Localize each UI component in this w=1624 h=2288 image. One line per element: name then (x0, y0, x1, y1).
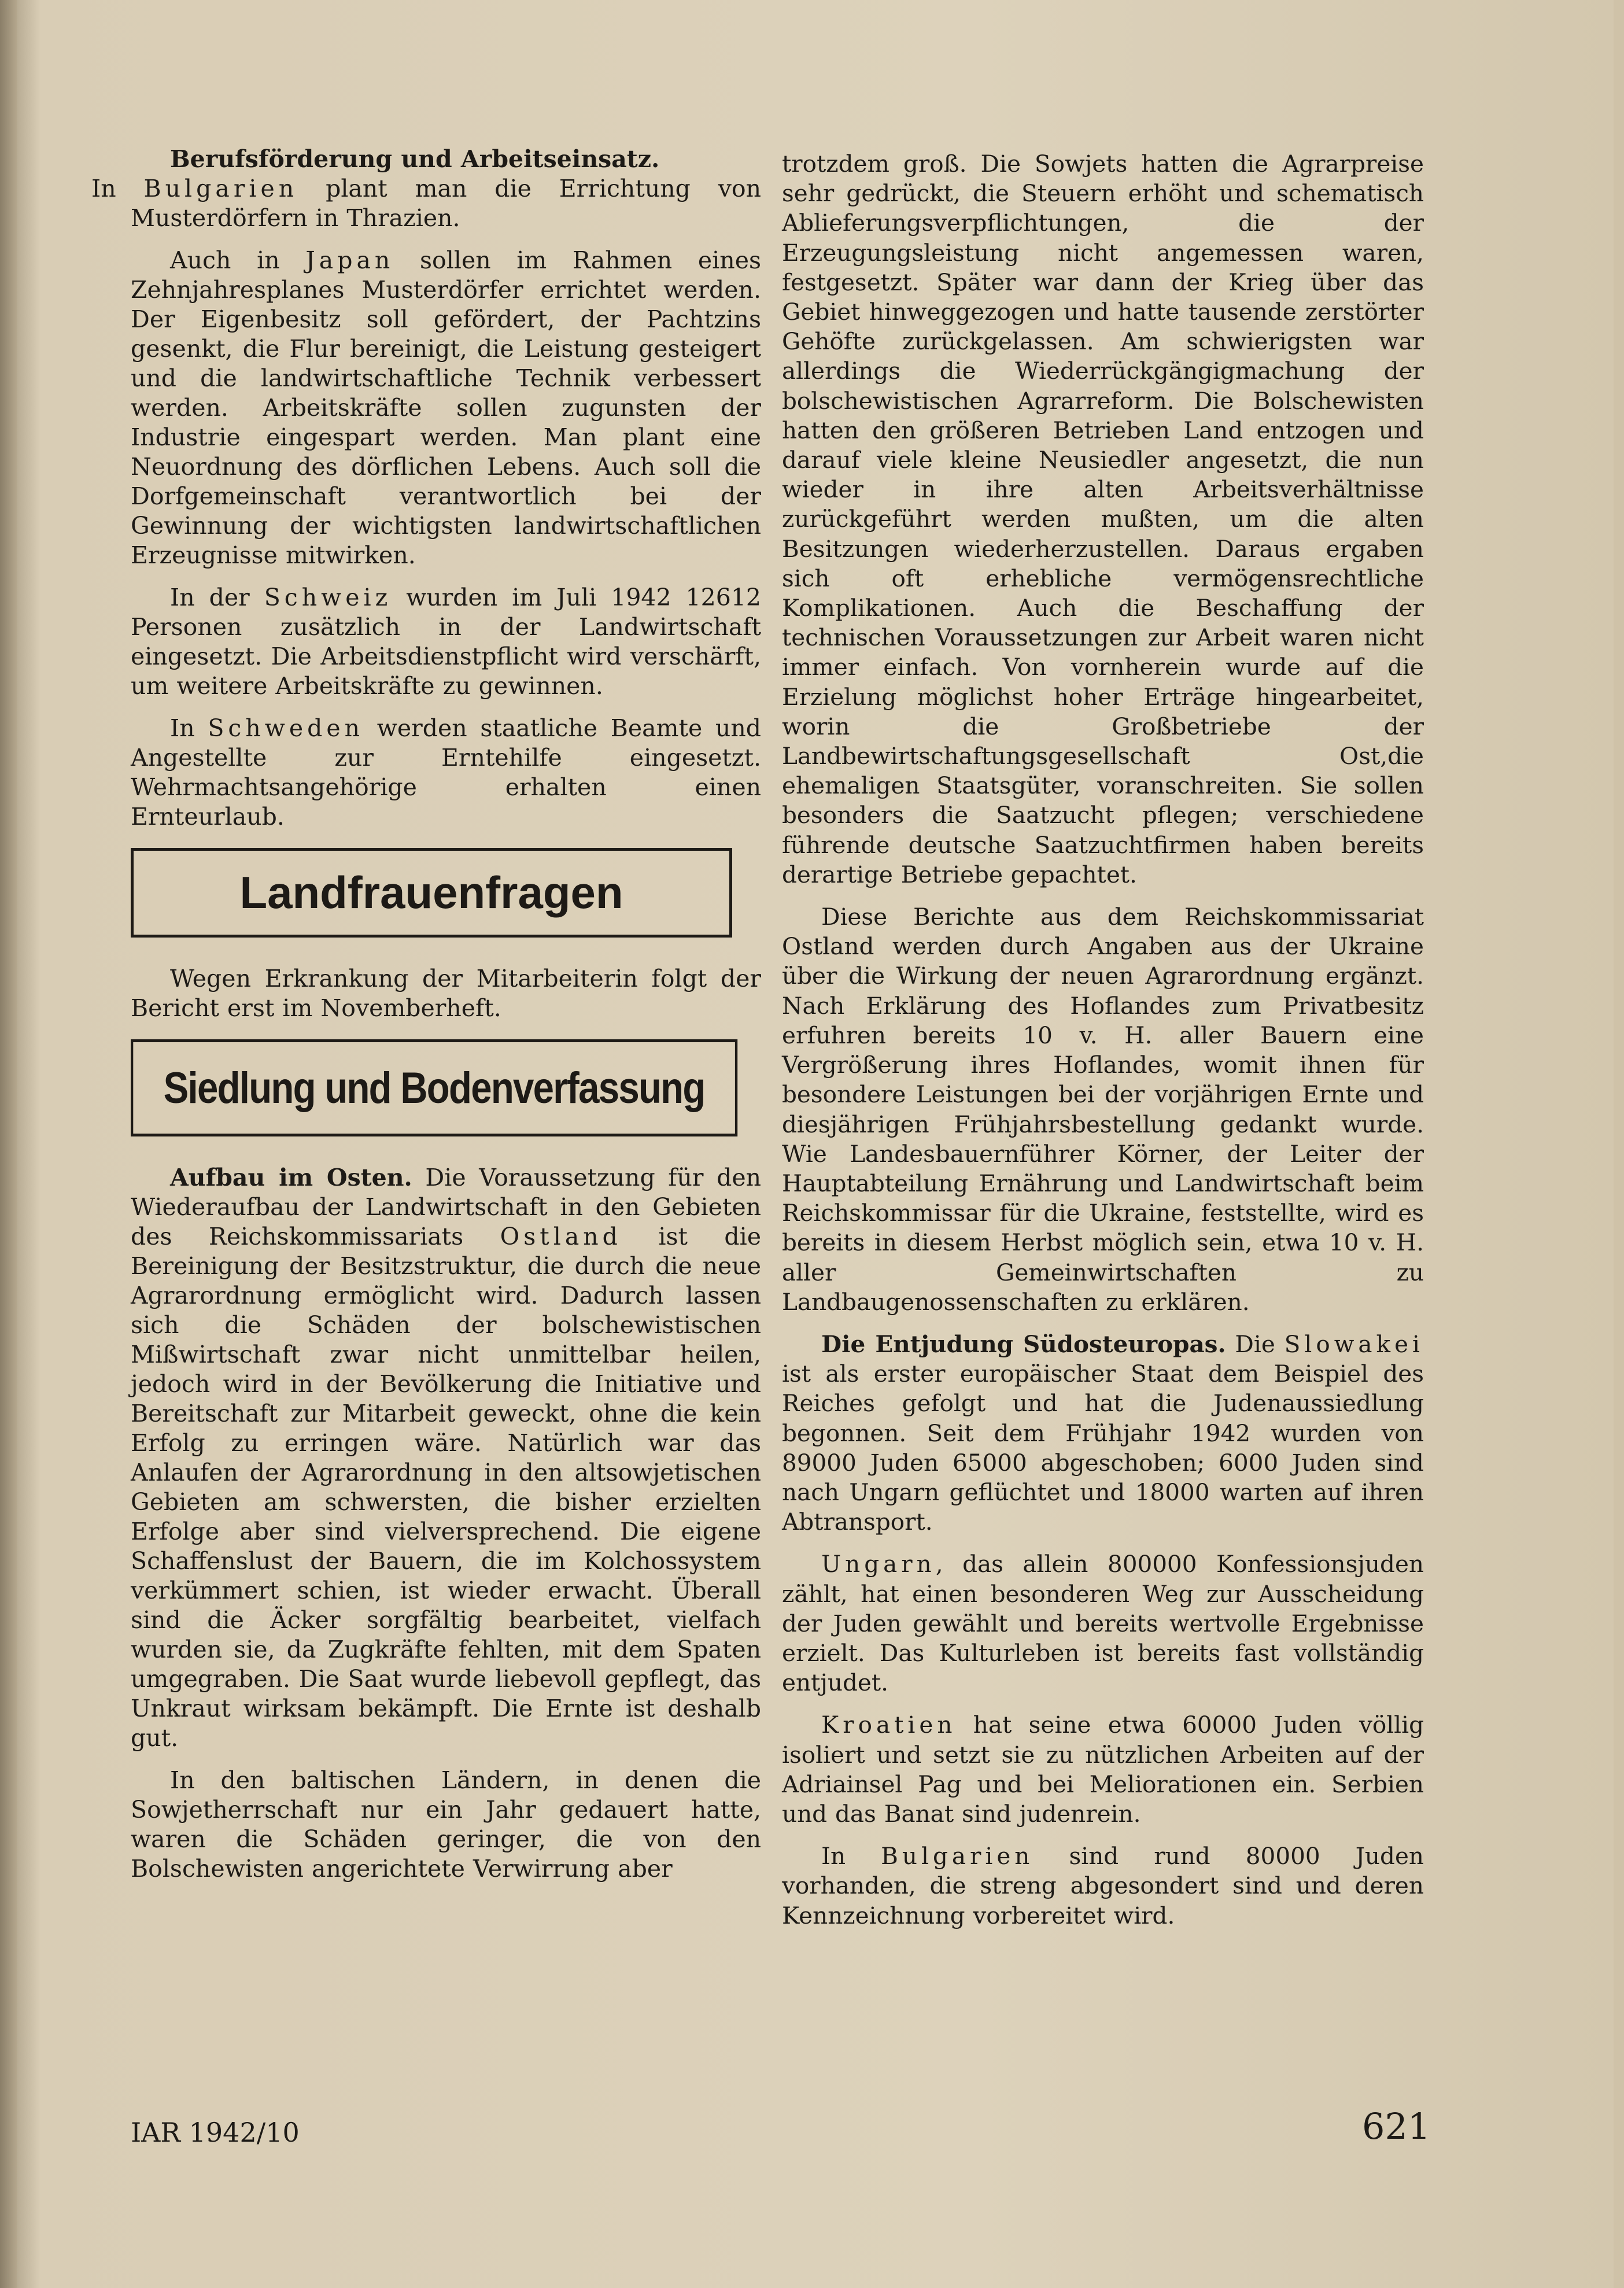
text: Die Voraussetzung für den Wiederaufbau der Landwirtschaft in den Gebieten des Reichskommissariats (131, 1164, 761, 1250)
text: In (91, 175, 144, 202)
issue-label: IAR 1942/10 (131, 2117, 300, 2148)
paragraph-continued: trotzdem groß. Die Sowjets hatten die Agrarpreise sehr gedrückt, die Steuern erhöht und schematisch Ablieferungsverpflichtungen, die der Erzeugungsleistung nicht angemessen waren, festgesetzt. Später war dann der Krieg über das Gebiet hinweggezogen und hatte tausende zerstörter Gehöfte zurückgelassen. Am schwierigsten war allerdings die Wiederrückgängigmachung der bolschewistischen Agrarreform. Die Bolschewisten hatten den größeren Betrieben Land entzogen und darauf viele kleine Neusiedler angesetzt, die nun wieder in ihre alten Arbeitsverhältnisse zurückgeführt werden mußten, um die alten Besitzungen wiederherzustellen. Daraus ergaben sich oft erhebliche vermögensrechtliche Komplikationen. Auch die Beschaffung der technischen Voraussetzungen zur Arbeit waren nicht immer einfach. Von vornherein wurde auf die Erzielung möglichst hoher Erträge hingearbeitet, worin die Großbetriebe der Landbewirtschaftungsgesellschaft Ost,die ehemaligen Staatsgüter, voranschreiten. Sie sollen besonders die Saatzucht pflegen; verschiedene führende deutsche Saatzuchtfirmen haben bereits derartige Betriebe gepachtet. (782, 150, 1424, 888)
text: sind rund 80000 Juden vorhanden, die streng abgesondert sind und deren Kennzeichnung vorbereitet wird. (782, 1842, 1424, 1929)
text: Die (1226, 1330, 1285, 1358)
paragraph-schweiz (131, 583, 761, 701)
country-name: Schweiz (264, 584, 392, 611)
text: hat seine etwa 60000 Juden völlig isoliert und setzt sie zu nützlichen Arbeiten auf der Adriainsel Pag und bei Meliorationen ein. Serbien und das Banat sind judenrein. (782, 1711, 1424, 1828)
text: wurden im Juli 1942 12612 Personen zusätzlich in der Landwirtschaft eingesetzt. Die Arbeitsdienstpflicht wird verschärft, um weitere Arbeitskräfte zu gewinnen. (131, 584, 761, 700)
section-box-landfrauenfragen: Landfrauenfragen (131, 848, 732, 938)
book-spine-shadow (0, 0, 17, 2288)
paragraph-bulgarien (782, 1842, 1424, 1931)
text: plant man die Errichtung von Musterdörfern in Thrazien. (131, 175, 762, 232)
paragraph-berufsfoerderung (91, 145, 762, 233)
text: sollen im Rahmen eines Zehnjahresplanes Musterdörfer errichtet werden. Der Eigenbesitz soll gefördert, der Pachtzins gesenkt, die Flur bereinigt, die Leistung gesteigert und die landwirtschaftliche Technik verbessert werden. Arbeitskräfte sollen zugunsten der Industrie eingespart werden. Man plant eine Neuordnung des dörflichen Lebens. Auch soll die Dorfgemeinschaft verantwortlich bei der Gewinnung der wichtigsten landwirtschaftlichen Erzeugnisse mitwirken. (131, 246, 761, 569)
text: , das allein 800000 Konfessionsjuden zählt, hat einen besonderen Weg zur Ausscheidung der Juden gewählt und bereits wertvolle Ergebnisse erzielt. Das Kulturleben ist bereits fast vollständig entjudet. (782, 1550, 1424, 1697)
country-name: Bulgarien (881, 1842, 1034, 1870)
section-heading: Berufsförderung und Arbeitseinsatz. (170, 145, 660, 173)
section-box-siedlung: Siedlung und Bodenverfassung (131, 1039, 737, 1136)
text: werden staatliche Beamte und Angestellte zur Erntehilfe eingesetzt. Wehrmachtsangehörige erhalten einen Ernteurlaub. (131, 714, 761, 831)
text: In (170, 714, 208, 742)
text: ist als erster europäischer Staat dem Beispiel des Reiches gefolgt und hat die Judenaussiedlung begonnen. Seit dem Frühjahr 1942 wurden von 89000 Juden 65000 abgeschoben; 6000 Juden sind nach Ungarn geflüchtet und 18000 warten auf ihren Abtransport. (782, 1360, 1424, 1536)
section-heading: Die Entjudung Südosteuropas. (821, 1330, 1226, 1358)
country-name: Kroatien (821, 1711, 957, 1739)
text: Auch in (170, 246, 306, 274)
section-heading: Aufbau im Osten. (170, 1164, 412, 1191)
left-column (91, 145, 762, 1884)
country-name: Ostland (500, 1223, 622, 1250)
paragraph-aufbau-im-osten (131, 1163, 761, 1753)
paragraph-kroatien (782, 1710, 1424, 1829)
country-name: Schweden (208, 714, 364, 742)
country-name: Bulgarien (143, 175, 298, 202)
country-name: Ungarn (821, 1550, 936, 1578)
text: ist die Bereinigung der Besitzstruktur, die durch die neue Agrarordnung ermöglicht wird. Dadurch lassen sich die Schäden der bolschewistischen Mißwirtschaft zwar nicht unmittelbar heilen, jedoch wird in der Bevölkerung die Initiative und Bereitschaft zur Mitarbeit geweckt, ohne die kein Erfolg zu erringen wäre. Natürlich war das Anlaufen der Agrarordnung in den altsowjetischen Gebieten am schwersten, die bisher erzielten Erfolge aber sind vielversprechend. Die eigene Schaffenslust der Bauern, die im Kolchossystem verkümmert schien, ist wieder erwacht. Überall sind die Äcker sorgfältig bearbeitet, vielfach wurden sie, da Zugkräfte fehlten, mit dem Spaten umgegraben. Die Saat wurde liebevoll gepflegt, das Unkraut wirksam bekämpft. Die Ernte ist deshalb gut. (131, 1223, 761, 1752)
text: In (821, 1842, 881, 1870)
paragraph-ukraine: Diese Berichte aus dem Reichskommissariat Ostland werden durch Angaben aus der Ukraine über die Wirkung der neuen Agrarordnung ergänzt. Nach Erklärung des Hoflandes zum Privatbesitz erfuhren bereits 10 v. H. aller Bauern eine Vergrößerung ihres Hoflandes, womit ihnen für besondere Leistungen bei der vorjährigen Ernte und diesjährigen Frühjahrsbestellung gedankt wurde. Wie Landesbauernführer Körner, der Leiter der Hauptabteilung Ernährung und Landwirtschaft beim Reichskommissar für die Ukraine, feststellte, wird es bereits in diesem Herbst möglich sein, etwa 10 v. H. aller Gemeinwirtschaften zu Landbaugenossenschaften zu erklären. (782, 903, 1424, 1316)
paragraph-schweden (131, 714, 761, 832)
page (17, 0, 1614, 2288)
right-column (782, 149, 1424, 1943)
paragraph-japan (131, 246, 761, 570)
country-name: Japan (305, 246, 394, 274)
page-number: 621 (1362, 2105, 1431, 2147)
country-name: Slowakei (1284, 1330, 1424, 1358)
text: In der (170, 584, 264, 611)
paragraph-landfrauen-notice: Wegen Erkrankung der Mitarbeiterin folgt der Bericht erst im Novemberheft. (131, 965, 761, 1022)
paragraph-entjudung (782, 1330, 1424, 1537)
paragraph-baltische-laender: In den baltischen Ländern, in denen die Sowjetherrschaft nur ein Jahr gedauert hatte, waren die Schäden geringer, die von den Bolschewisten angerichtete Verwirrung aber (131, 1766, 761, 1883)
paragraph-ungarn (782, 1549, 1424, 1697)
